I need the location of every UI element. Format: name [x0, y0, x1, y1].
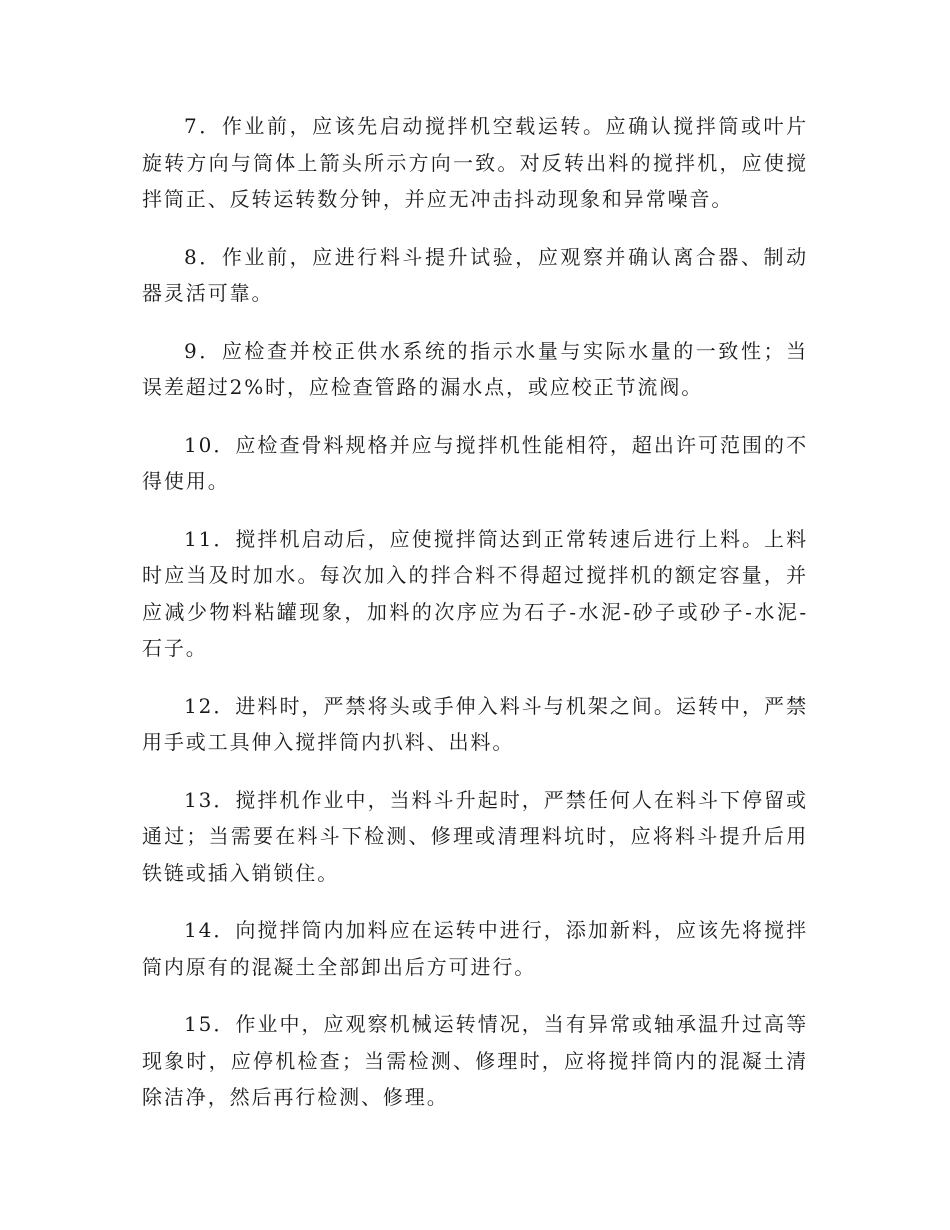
paragraph-item-8: 8．作业前，应进行料斗提升试验，应观察并确认离合器、制动器灵活可靠。 — [142, 244, 808, 305]
document-body — [142, 108, 808, 1137]
paragraph-item-10: 10．应检查骨料规格并应与搅拌机性能相符，超出许可范围的不得使用。 — [142, 432, 808, 493]
paragraph-item-15: 15．作业中，应观察机械运转情况，当有异常或轴承温升过高等现象时，应停机检查；当需检测、修理时，应将搅拌筒内的混凝土清除洁净，然后再行检测、修理。 — [142, 1012, 808, 1109]
paragraph-item-11: 11．搅拌机启动后，应使搅拌筒达到正常转速后进行上料。上料时应当及时加水。每次加入的拌合料不得超过搅拌机的额定容量，并应减少物料粘罐现象，加料的次序应为石子-水泥-砂子或砂子-水泥-石子。 — [142, 526, 808, 660]
paragraph-item-14: 14．向搅拌筒内加料应在运转中进行，添加新料，应该先将搅拌筒内原有的混凝土全部卸出后方可进行。 — [142, 918, 808, 979]
paragraph-item-7: 7．作业前，应该先启动搅拌机空载运转。应确认搅拌筒或叶片旋转方向与筒体上箭头所示方向一致。对反转出料的搅拌机，应使搅拌筒正、反转运转数分钟，并应无冲击抖动现象和异常噪音。 — [142, 114, 808, 211]
paragraph-item-9: 9．应检查并校正供水系统的指示水量与实际水量的一致性；当误差超过2%时，应检查管路的漏水点，或应校正节流阀。 — [142, 338, 808, 399]
paragraph-item-13: 13．搅拌机作业中，当料斗升起时，严禁任何人在料斗下停留或通过；当需要在料斗下检测、修理或清理料坑时，应将料斗提升后用铁链或插入销锁住。 — [142, 787, 808, 885]
paragraph-item-12: 12．进料时，严禁将头或手伸入料斗与机架之间。运转中，严禁用手或工具伸入搅拌筒内扒料、出料。 — [142, 693, 808, 754]
